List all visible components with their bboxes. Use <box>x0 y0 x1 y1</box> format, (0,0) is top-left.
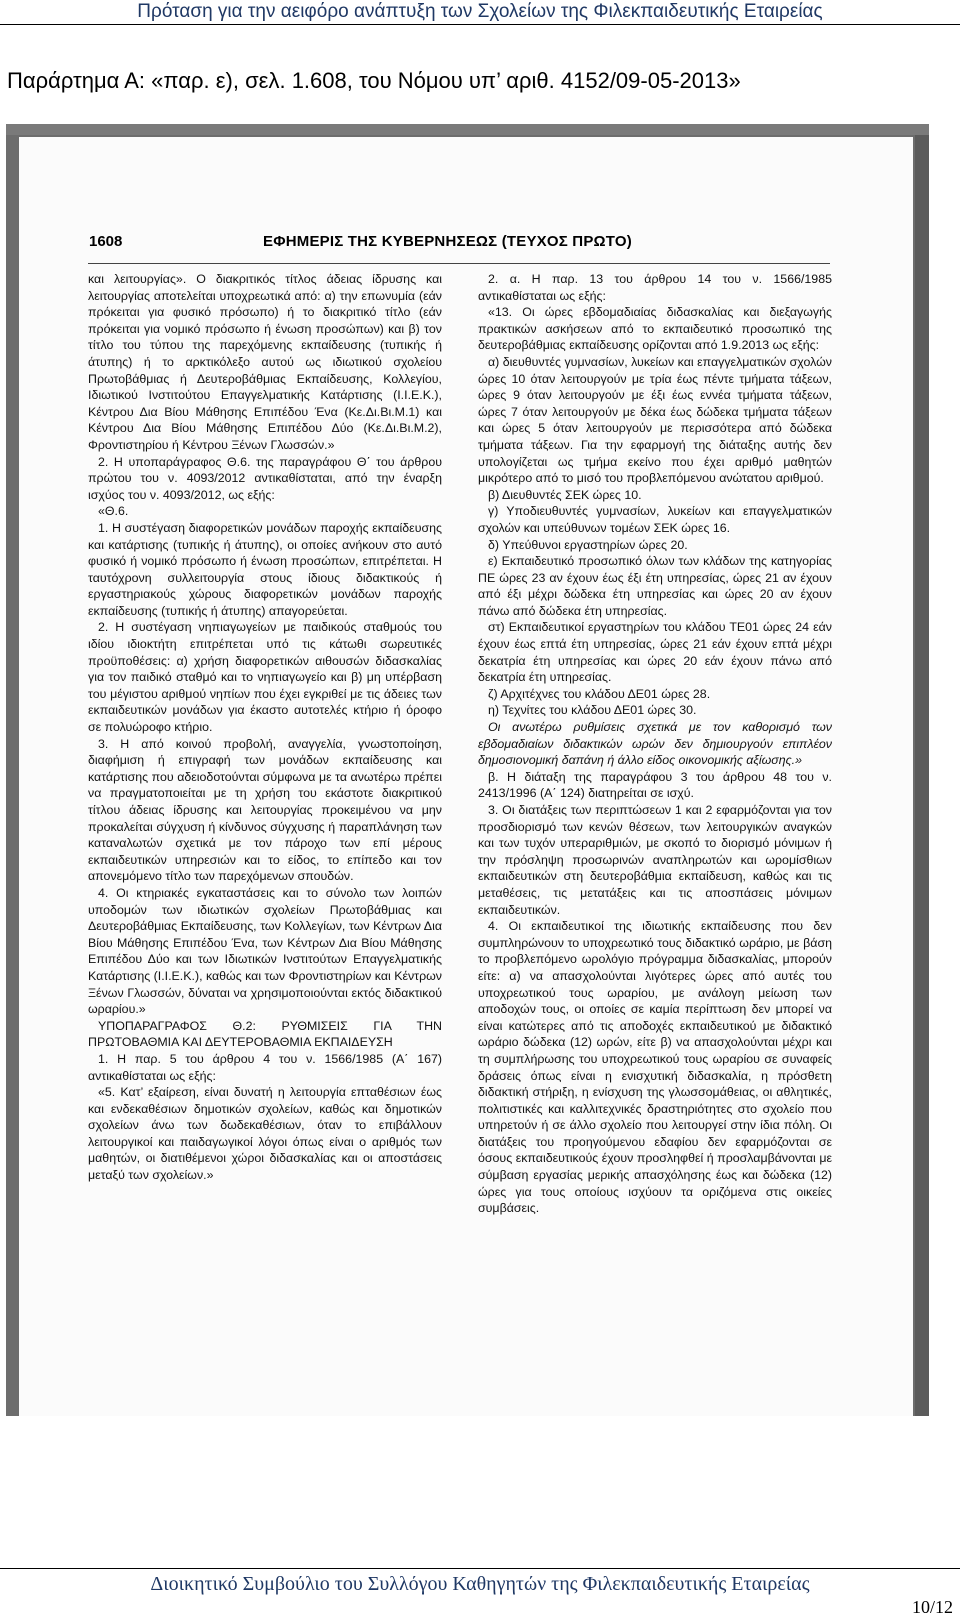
left-paragraph: 4. Οι κτηριακές εγκαταστάσεις και το σύνολο των λοιπών υποδομών των ιδιωτικών σχολείων Πρωτοβάθμιας και Δευτεροβάθμιας Εκπαίδευσης, των Κολλεγίων, των Κέντρων Δια Βίου Μάθησης Επιπέδου Ένα, των Κέντρων Δια Βίου Μάθησης Επιπέδου Δύο και των Ιδιωτικών Ινστιτούτων Επαγγελματικής Κατάρτισης (Ι.Ι.Ε.Κ.), καθώς και των Φροντιστηρίων και Κέντρων Ξένων Γλωσσών, δύναται να χρησιμοποιούνται εκτός διδακτικού ωραρίου.» <box>88 885 442 1017</box>
gazette-right-column <box>478 271 832 1217</box>
right-paragraph: δ) Υπεύθυνοι εργαστηρίων ώρες 20. <box>488 537 688 552</box>
right-paragraph: Οι ανωτέρω ρυθμίσεις σχετικά με τον καθορισμό των εβδομαδιαίων διδακτικών ωρών δεν δημιουργούν επιπλέον δημοσιονομική δαπάνη ή άλλο είδος οικονομικής αξίωσης.» <box>478 720 832 768</box>
left-paragraph: 3. Η από κοινού προβολή, αναγγελία, γνωστοποίηση, διαφήμιση ή επιγραφή των μονάδων εκπαίδευσης και κατάρτισης που αδειοδοτούνται σύμφωνα με τα ανωτέρω πρέπει να πραγματοποιείται με τη χρήση του εκάστοτε διακριτικού τίτλου άδειας ίδρυσης και λειτουργίας προκειμένου να μην προκαλείται σύγχυση ή κίνδυνος σύγχυσης ή παραπλάνηση των καταναλωτών σχετικά με τον πάροχο των επί μέρους εκπαιδευτικών υπηρεσιών και το είδος, το επίπεδο και τον απονεμόμενο τίτλο των παρεχόμενων σπουδών. <box>88 736 442 884</box>
page-number: 10/12 <box>911 1597 953 1617</box>
right-paragraph: στ) Εκπαιδευτικοί εργαστηρίων του κλάδου ΤΕ01 ώρες 24 εάν έχουν έως επτά έτη υπηρεσίας, ώρες 21 εάν έχουν επτά μέχρι δεκατρία έτη υπηρεσίας και ώρες 20 εάν έχουν πάνω από δεκατρία έτη υπηρεσίας. <box>478 620 832 685</box>
right-paragraph: α) διευθυντές γυμνασίων, λυκείων και επαγγελματικών σχολών ώρες 10 όταν λειτουργούν με τρία έως πέντε τμήματα τάξεων, ώρες 9 όταν λειτουργούν με έξι έως εννέα τμήματα τάξεων, ώρες 7 όταν λειτουργούν με δέκα έως δώδεκα τμήματα τάξεων και ώρες 5 όταν λειτουργούν με περισσότερα από δώδεκα τμήματα τάξεων. Για την εφαρμογή της διάταξης αυτής δεν υπολογίζεται ως τμήμα εκείνο που έχει αριθμό μαθητών μικρότερο από το μισό του προβλεπόμενου ανώτατου αριθμού. <box>478 354 832 486</box>
gazette-page-number: 1608 <box>89 233 123 250</box>
appendix-title: Παράρτημα Α: «παρ. ε), σελ. 1.608, του Νόμου υπ’ αριθ. 4152/09-05-2013» <box>7 68 741 93</box>
left-heading: ΥΠΟΠΑΡΑΓΡΑΦΟΣ Θ.2: ΡΥΘΜΙΣΕΙΣ ΓΙΑ ΤΗΝ ΠΡΩΤΟΒΑΘΜΙΑ ΚΑΙ ΔΕΥΤΕΡΟΒΑΘΜΙΑ ΕΚΠΑΙΔΕΥΣΗ <box>88 1018 442 1050</box>
left-paragraph: 2. Η συστέγαση νηπιαγωγείων με παιδικούς σταθμούς του ιδίου ιδιοκτήτη επιτρέπεται υπό τις κάτωθι σωρευτικές προϋποθέσεις: α) χρήση διαφορετικών αιθουσών διδασκαλίας για τον παιδικό σταθμό και το νηπιαγωγείο και β) μη υπέρβαση του μέγιστου αριθμού νηπίων που έχει εγκριθεί με τις άδειες των εκπαιδευτικών μονάδων για έκαστο αυτοτελές κτήριο ή όροφο σε πολυώροφο κτήριο. <box>88 620 442 735</box>
left-paragraph: «5. Κατ’ εξαίρεση, είναι δυνατή η λειτουργία επταθέσιων έως και ενδεκαθέσιων δημοτικών σχολείων, καθώς και δημοτικών σχολείων άνω των δωδεκαθέσιων, όταν το επιβάλλουν λειτουργικοί και παιδαγωγικοί λόγοι όπως είναι ο αριθμός των μαθητών, οι διατιθέμενοι χώροι διδασκαλίας και οι αποστάσεις μεταξύ των σχολείων.» <box>88 1085 442 1183</box>
gazette-header <box>89 233 829 257</box>
right-paragraph: β. Η διάταξη της παραγράφου 3 του άρθρου 48 του ν. 2413/1996 (Α΄ 124) διατηρείται σε ισχύ. <box>478 769 832 801</box>
footer-rule <box>0 1568 960 1569</box>
scan-right-shadow <box>915 135 929 1416</box>
gazette-header-rule <box>88 263 830 264</box>
running-header: Πρόταση για την αειφόρο ανάπτυξη των Σχολείων της Φιλεκπαιδευτικής Εταιρείας <box>0 0 960 25</box>
footer-text: Διοικητικό Συμβούλιο του Συλλόγου Καθηγητών της Φιλεκπαιδευτικής Εταιρείας <box>150 1573 810 1595</box>
right-paragraph: ζ) Αρχιτέχνες του κλάδου ΔΕ01 ώρες 28. <box>488 686 711 701</box>
gazette-left-column <box>88 271 442 1184</box>
right-paragraph: ε) Εκπαιδευτικό προσωπικό όλων των κλάδων της κατηγορίας ΠΕ ώρες 23 αν έχουν έως έξι έτη υπηρεσίας, ώρες 21 αν έχουν από έξι μέχρι δώδεκα έτη υπηρεσίας και ώρες 20 αν έχουν πάνω από δώδεκα έτη υπηρεσίας. <box>478 554 832 618</box>
right-paragraph: 4. Οι εκπαιδευτικοί της ιδιωτικής εκπαίδευσης που δεν συμπληρώνουν το υποχρεωτικό τους διδακτικό ωράριο, με βάση το προβλεπόμενο ωρολόγιο πρόγραμμα διδασκαλίας, μπορούν είτε: α) να απασχολούνται λιγότερες ώρες από αυτές του υποχρεωτικού τους ωραρίου, με ανάλογη μείωση των αποδοχών τους, οι οποίες σε καμία περίπτωση δεν μπορεί να είναι κατώτερες από τις αποδοχές εκπαιδευτικού με διδακτικό ωράριο δώδεκα (12) ωρών, είτε β) να απασχολούνται μέχρι και τη συμπλήρωσης του υποχρεωτικού τους ωραρίου σε συναφείς δράσεις όπως είναι η ενισχυτική διδασκαλία, η πρόσθετη διδακτική στήριξη, η ενίσχυση της γλωσσομάθειας, οι αθλητικές, πολιτιστικές και καλλιτεχνικές δραστηριότητες στο σχολείο που υπηρετούν ή σε άλλο σχολείο που λειτουργεί στην ίδια πόλη. Οι διατάξεις του προηγούμενου εδαφίου δεν εφαρμόζονται σε όσους εκπαιδευτικούς έχουν προσληφθεί ή προσλαμβάνονται με σύμβαση εργασίας μερικής απασχόλησης έως και δώδεκα (12) ώρες για τους οποίους ισχύουν τα οριζόμενα στις οικείες συμβάσεις. <box>478 919 832 1216</box>
left-paragraph: 1. Η συστέγαση διαφορετικών μονάδων παροχής εκπαίδευσης και κατάρτισης (τυπικής ή άτυπης), οι οποίες ανήκουν στο αυτό φυσικό ή νομικό πρόσωπο ή ένωση προσώπων, επιτρέπεται. Η ταυτόχρονη συλλειτουργία στους ίδιους διδακτικούς ή εργαστηριακούς χώρους διαφορετικών μονάδων παροχής εκπαίδευσης (τυπικής ή άτυπης) απαγορεύεται. <box>88 520 442 618</box>
right-paragraph: 3. Οι διατάξεις των περιπτώσεων 1 και 2 εφαρμόζονται για τον προσδιορισμό των κενών θέσεων, των λειτουργικών αναγκών και των τυχόν υπεραριθμιών, με σκοπό το διορισμό μόνιμων ή την πρόσληψη προσωρινών αναπληρωτών και ωρομίσθιων εκπαιδευτικών στη δευτεροβάθμια εκπαίδευση, καθώς και τις μεταθέσεις, τις μετατάξεις και τις αποσπάσεις μόνιμων εκπαιδευτικών. <box>478 803 832 917</box>
left-paragraph: 1. Η παρ. 5 του άρθρου 4 του ν. 1566/1985 (Α΄ 167) αντικαθίσταται ως εξής: <box>88 1051 442 1083</box>
gazette-name: ΕΦΗΜΕΡΙΣ ΤΗΣ ΚΥΒΕΡΝΗΣΕΩΣ (ΤΕΥΧΟΣ ΠΡΩΤΟ) <box>263 233 632 250</box>
right-paragraph: «13. Οι ώρες εβδομαδιαίας διδασκαλίας και διεξαγωγής πρακτικών ασκήσεων από το εκπαιδευτικό προσωπικό της δευτεροβάθμιας εκπαίδευσης ορίζονται από 1.9.2013 ως εξής: <box>478 305 832 353</box>
right-paragraph: 2. α. Η παρ. 13 του άρθρου 14 του ν. 1566/1985 αντικαθίσταται ως εξής: <box>478 272 832 303</box>
right-paragraph: β) Διευθυντές ΣΕΚ ώρες 10. <box>488 487 642 502</box>
right-paragraph: η) Τεχνίτες του κλάδου ΔΕ01 ώρες 30. <box>488 703 697 718</box>
left-paragraph: «Θ.6. <box>98 504 129 519</box>
left-paragraph: 2. Η υποπαράγραφος Θ.6. της παραγράφου Θ΄ του άρθρου πρώτου του ν. 4093/2012 αντικαθίσταται, από την έναρξη ισχύος του ν. 4093/2012, ως εξής: <box>88 454 442 502</box>
left-paragraph: και λειτουργίας». Ο διακριτικός τίτλος άδειας ίδρυσης και λειτουργίας αποτελείται υποχρεωτικά από: α) την επωνυμία (εάν πρόκειται για φυσικό πρόσωπο) ή το διακριτικό τίτλο (εάν πρόκειται για νομικό πρόσωπο ή ένωση προσώπων) και β) τον τίτλο του τύπου της παρεχόμενης εκπαίδευσης (τυπικής ή άτυπης) ή το αρκτικόλεξο αυτού ως ιδιωτικού σχολείου Πρωτοβάθμιας ή Δευτεροβάθμιας Εκπαίδευσης, Κολλεγίου, Ιδιωτικού Ινστιτούτου Επαγγελματικής Κατάρτισης (Ι.Ι.Ε.Κ.), Κέντρου Δια Βίου Μάθησης Επιπέδου Ένα (Κε.Δι.Βι.Μ.1) και Κέντρου Δια Βίου Μάθησης Επιπέδου Δύο (Κε.Δι.Βι.Μ.2), Φροντιστηρίου ή Κέντρου Ξένων Γλωσσών.» <box>88 272 442 452</box>
gazette-page <box>19 137 913 1416</box>
right-paragraph: γ) Υποδιευθυντές γυμνασίων, λυκείων και επαγγελματικών σχολών και υπεύθυνων τομέων ΣΕΚ ώρες 16. <box>478 504 832 535</box>
scan-top-band <box>6 124 929 135</box>
